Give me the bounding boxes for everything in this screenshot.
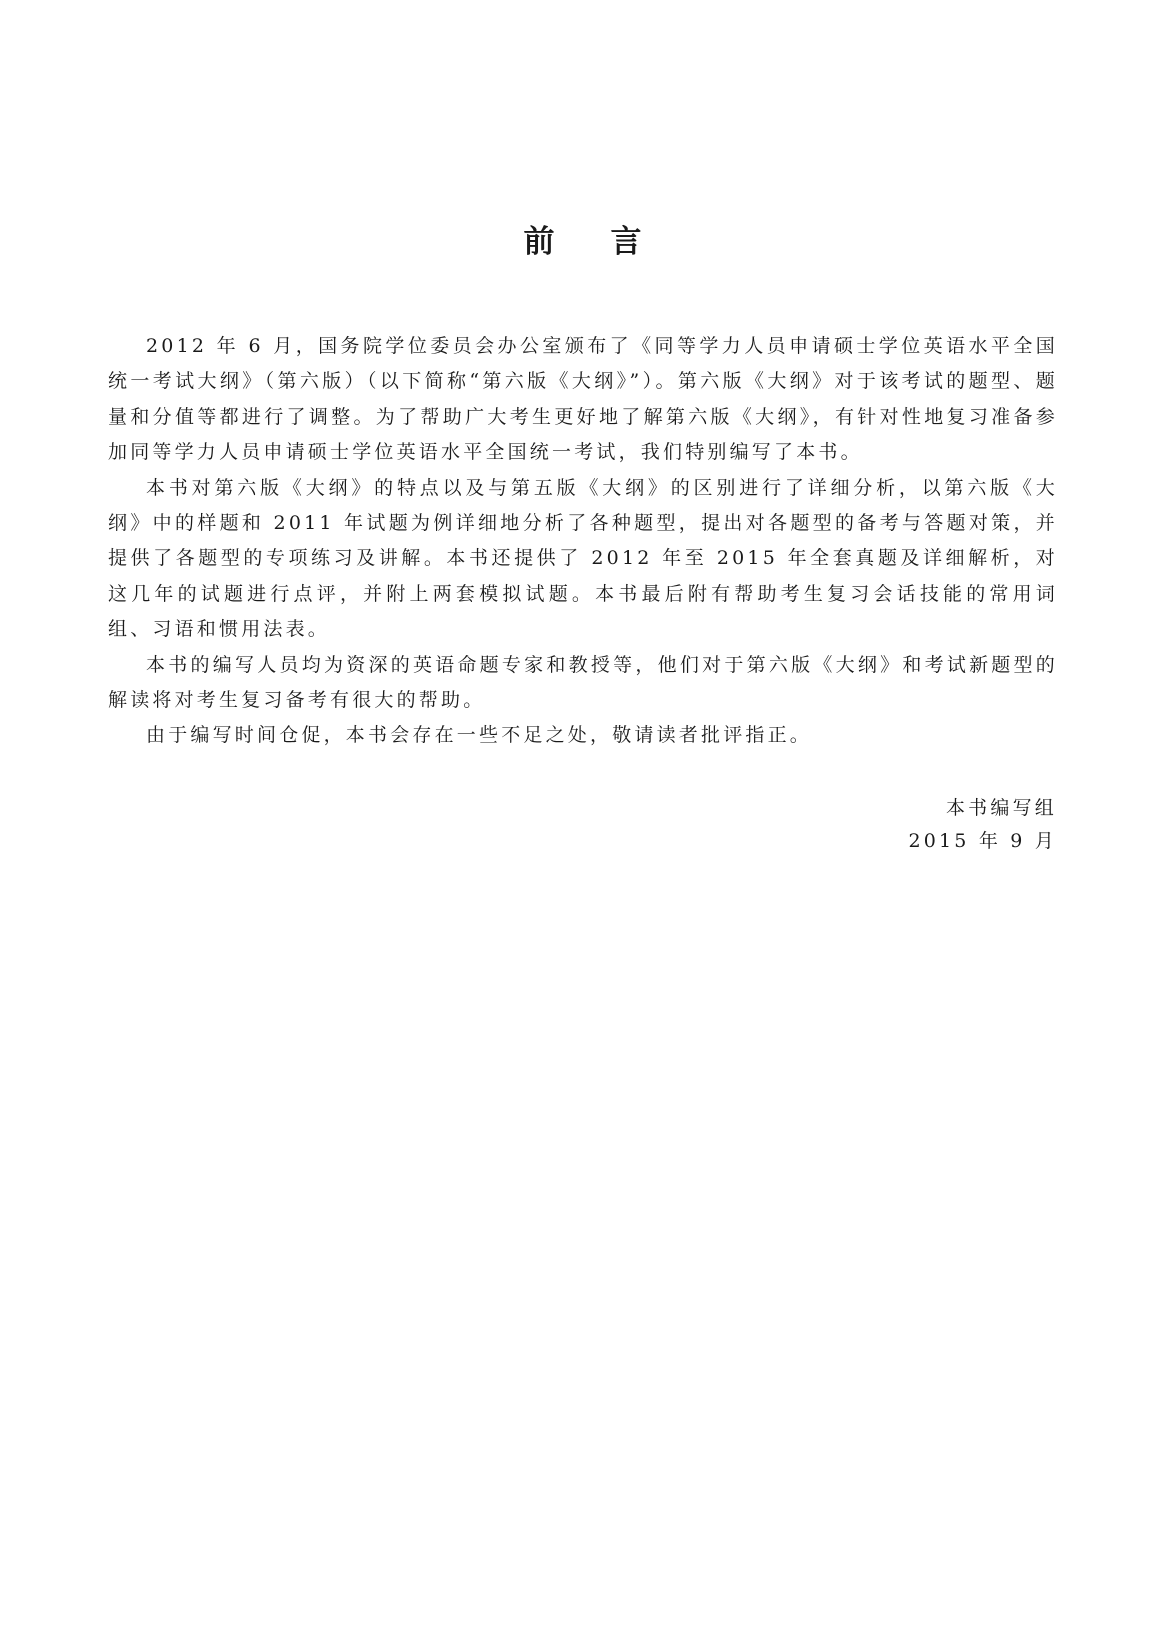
signature-author: 本书编写组 <box>945 797 1057 819</box>
paragraph-1: 2012 年 6 月，国务院学位委员会办公室颁布了《同等学力人员申请硕士学位英语水平全国统一考试大纲》（第六版）（以下简称“第六版《大纲》”）。第六版《大纲》对于该考试的题型、题量和分值等都进行了调整。为了帮助广大考生更好地了解第六版《大纲》，有针对性地复习准备参加同等学力人员申请硕士学位英语水平全国统一考试，我们特别编写了本书。 <box>108 335 1058 464</box>
paragraph-3: 本书的编写人员均为资深的英语命题专家和教授等，他们对于第六版《大纲》和考试新题型的解读将对考生复习备考有很大的帮助。 <box>108 653 1058 712</box>
page-title: 前言 <box>523 224 698 260</box>
signature-block <box>908 792 1057 858</box>
paragraph-2: 本书对第六版《大纲》的特点以及与第五版《大纲》的区别进行了详细分析，以第六版《大纲》中的样题和 2011 年试题为例详细地分析了各种题型，提出对各题型的备考与答题对策，并提供了各题型的专项练习及讲解。本书还提供了 2012 年至 2015 年全套真题及详细解析，对这几年的试题进行点评，并附上两套模拟试题。本书最后附有帮助考生复习会话技能的常用词组、习语和惯用法表。 <box>108 476 1058 641</box>
preface-body <box>108 329 1058 754</box>
paragraph-4: 由于编写时间仓促，本书会存在一些不足之处，敬请读者批评指正。 <box>146 724 813 747</box>
signature-date: 2015 年 9 月 <box>908 830 1057 852</box>
